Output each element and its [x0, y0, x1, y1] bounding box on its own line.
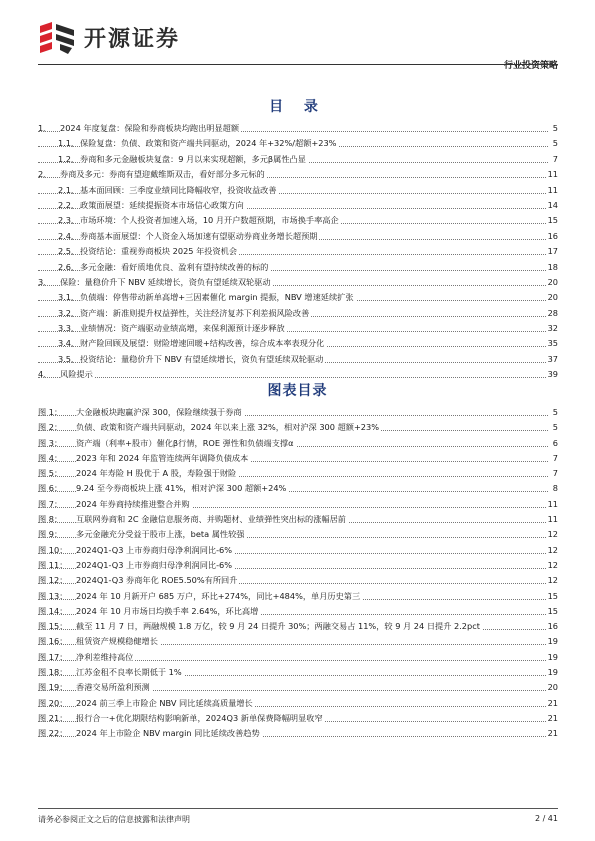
figure-entry[interactable] — [38, 558, 558, 573]
figure-entry-title: 资产端（利率+股市）催化β行情，ROE 弹性和负债端支撑α — [76, 436, 296, 451]
footer-divider — [38, 808, 558, 809]
toc-entry[interactable] — [38, 306, 558, 321]
page-header — [38, 20, 558, 71]
toc-entry-number: 2.5、 — [58, 246, 80, 257]
figure-entry-number: 图 8： — [38, 514, 63, 525]
toc-entry-title: 投资结论：重视券商板块 2025 年投资机会 — [80, 244, 239, 259]
figure-entry-title: 2024 年 10 月新开户 685 万户，环比+274%，同比+484%，单月历史第三 — [76, 589, 362, 604]
toc-entry[interactable] — [38, 321, 558, 336]
toc-entry-page: 20 — [546, 275, 558, 290]
figure-entry-title: 2024Q1-Q3 券商年化 ROE5.50%有所回升 — [76, 573, 239, 588]
figure-entry-page: 11 — [546, 512, 558, 527]
toc-entry-title: 投资结论：量稳价升下 NBV 有望延续增长，资负有望延续双轮驱动 — [80, 352, 325, 367]
header-divider — [38, 64, 558, 65]
toc-entry-title: 保险复盘：负债、政策和资产端共同驱动，2024 年+32%/超额+23% — [80, 136, 338, 151]
figure-entry-number: 图 14： — [38, 605, 68, 616]
figure-entry-number: 图 3： — [38, 437, 63, 448]
figure-entry-title: 2024 年寿险 H 股优于 A 股，寿险强于财险 — [76, 466, 238, 481]
toc-entry[interactable] — [38, 198, 558, 213]
toc-entry-page: 15 — [546, 213, 558, 228]
toc-entry-number: 3.2、 — [58, 307, 80, 318]
toc-entry-page: 11 — [546, 183, 558, 198]
figure-entry-number: 图 20： — [38, 697, 68, 708]
figure-entry-number: 图 1： — [38, 407, 63, 417]
toc-entry-number: 1.2、 — [58, 153, 80, 164]
figure-entry-number: 图 5： — [38, 468, 63, 479]
figure-entry[interactable] — [38, 634, 558, 649]
figure-entry-number: 图 10： — [38, 544, 68, 555]
figure-entry[interactable] — [38, 619, 558, 634]
figure-entry[interactable] — [38, 466, 558, 481]
toc-entry-page: 28 — [546, 306, 558, 321]
figure-entry[interactable] — [38, 680, 558, 695]
figure-entry[interactable] — [38, 481, 558, 496]
figure-entry-title: 江苏金租不良率长期低于 1% — [76, 665, 184, 680]
figure-entry-page: 7 — [551, 451, 558, 466]
toc-entry-page: 16 — [546, 229, 558, 244]
toc-entry[interactable] — [38, 290, 558, 305]
toc-entry[interactable] — [38, 336, 558, 351]
figure-entry-page: 12 — [546, 558, 558, 573]
toc-entry-number: 3.5、 — [58, 353, 80, 364]
toc-entry-title: 券商基本面展望：个人资金入场加速有望驱动券商业务增长超预期 — [80, 229, 319, 244]
figure-entry-number: 图 13： — [38, 590, 68, 601]
figure-entry-page: 5 — [551, 420, 558, 435]
figure-entry[interactable] — [38, 573, 558, 588]
figure-entry-number: 图 12： — [38, 575, 68, 586]
figure-entry-number: 图 16： — [38, 636, 68, 647]
page-number: 2 / 41 — [534, 814, 558, 823]
figure-entry-page: 11 — [546, 497, 558, 512]
figure-entry-number: 图 21： — [38, 712, 68, 723]
figure-entry-page: 19 — [546, 634, 558, 649]
figure-entry[interactable] — [38, 604, 558, 619]
figure-entry-title: 互联网券商和 2C 金融信息服务商、并购题材、业绩弹性突出标的涨幅居前 — [76, 512, 348, 527]
toc-entry-page: 11 — [546, 167, 558, 182]
toc-entry-title: 基本面回顾：三季度业绩同比降幅收窄，投资收益改善 — [80, 183, 279, 198]
toc-entry[interactable] — [38, 260, 558, 275]
figure-entry[interactable] — [38, 451, 558, 466]
figure-entry-number: 图 7： — [38, 498, 63, 509]
toc-title: 目 录 — [269, 99, 326, 115]
figure-entry-title: 香港交易所盈利预测 — [76, 680, 152, 695]
figure-entry[interactable] — [38, 696, 558, 711]
toc-entry[interactable] — [38, 229, 558, 244]
figure-entry[interactable] — [38, 497, 558, 512]
figure-entry-title: 多元金融充分受益于股市上涨，beta 属性较强 — [76, 527, 246, 542]
toc-entry[interactable] — [38, 136, 558, 151]
figure-entry-number: 图 6： — [38, 483, 63, 494]
brand-name: 开源证券 — [84, 27, 181, 52]
toc-entry-title: 资产端：新准则提升权益弹性，关注经济复苏下利差损风险改善 — [80, 306, 311, 321]
figure-entry-title: 净利差维持高位 — [76, 650, 135, 665]
figure-entry[interactable] — [38, 650, 558, 665]
figure-entry[interactable] — [38, 436, 558, 451]
figure-entry-page: 6 — [551, 436, 558, 451]
figure-entry-number: 图 22： — [38, 728, 68, 739]
toc-entry-title: 财产险回顾及展望：财险增速回暖+结构改善，综合成本率表现分化 — [80, 336, 326, 351]
toc-entry-number: 2.2、 — [58, 199, 80, 210]
toc-entry-page: 17 — [546, 244, 558, 259]
toc-entry-title: 市场环境：个人投资者加速入场，10 月开户数超预期，市场换手率高企 — [80, 213, 341, 228]
toc-entry[interactable] — [38, 213, 558, 228]
toc-entry-number: 3.1、 — [58, 292, 80, 303]
figure-entry-page: 7 — [551, 466, 558, 481]
toc-entry-title: 负债端：停售带动新单高增+三因素催化 margin 提振，NBV 增速延续扩张 — [80, 290, 356, 305]
toc-entry-number: 3、 — [38, 276, 52, 287]
toc-entry-title: 保险：量稳价升下 NBV 延续增长，资负有望延续双轮驱动 — [60, 275, 273, 290]
toc-entry-title: 业绩情况：资产端驱动业绩高增，来保利源预计逐步释放 — [80, 321, 287, 336]
toc-entry[interactable] — [38, 275, 558, 290]
figure-entry-page: 19 — [546, 665, 558, 680]
figures-title: 图表目录 — [267, 383, 328, 399]
figure-entry-page: 19 — [546, 650, 558, 665]
figure-entry-page: 21 — [546, 711, 558, 726]
figure-entry-title: 租赁资产规模稳健增长 — [76, 634, 160, 649]
figure-entry-page: 20 — [546, 680, 558, 695]
toc-entry[interactable] — [38, 183, 558, 198]
figure-entry-title: 截至 11 月 7 日，两融规模 1.8 万亿，较 9 月 24 日提升 30%；两融交易占 11%，较 9 月 24 日提升 2.2pct — [76, 619, 482, 634]
toc-entry-title: 多元金融：看好质地优良、盈利有望持续改善的标的 — [80, 260, 270, 275]
figure-entry-title: 2024 年上市险企 NBV margin 同比延续改善趋势 — [76, 726, 262, 741]
figure-entry[interactable] — [38, 665, 558, 680]
figure-entry[interactable] — [38, 405, 558, 420]
toc-entry[interactable] — [38, 244, 558, 259]
figure-entry-number: 图 11： — [38, 559, 68, 570]
figure-entry-number: 图 4： — [38, 452, 63, 463]
figure-entry-title: 2024 年 10 月市场日均换手率 2.64%，环比高增 — [76, 604, 260, 619]
figure-entry[interactable] — [38, 543, 558, 558]
figure-entry-page: 15 — [546, 589, 558, 604]
toc-entry-page: 20 — [546, 290, 558, 305]
figure-entry-title: 2024Q1-Q3 上市券商归母净利润同比-6% — [76, 543, 234, 558]
figure-entry-page: 8 — [551, 481, 558, 496]
toc-entry-page: 32 — [546, 321, 558, 336]
figure-entry-page: 15 — [546, 604, 558, 619]
toc-entry-title: 政策面展望：延续提振资本市场信心政策方向 — [80, 198, 246, 213]
figure-entry-page: 12 — [546, 543, 558, 558]
toc-entry-number: 2.3、 — [58, 215, 80, 226]
figure-entry-title: 2024Q1-Q3 上市券商归母净利润同比-6% — [76, 558, 234, 573]
toc-dot-leader — [38, 377, 548, 378]
toc-entry-title: 券商和多元金融板块复盘：9 月以来实现超额，多元β属性凸显 — [80, 152, 308, 167]
figure-entry-title: 大金融板块跑赢沪深 300，保险继续强于券商 — [76, 405, 244, 420]
toc-entry-title: 2024 年度复盘：保险和券商板块均跑出明显超额 — [60, 121, 241, 136]
toc-entry-number: 1、 — [38, 123, 52, 133]
figure-entry-page: 21 — [546, 696, 558, 711]
figure-entry-number: 图 17： — [38, 651, 68, 662]
figure-entry-number: 图 19： — [38, 682, 68, 693]
figure-entry-page: 16 — [546, 619, 558, 634]
figure-entry-title: 负债、政策和资产端共同驱动，2024 年以来上涨 32%，相对沪深 300 超额+23% — [76, 420, 381, 435]
toc-entry-page: 35 — [546, 336, 558, 351]
toc-entry-number: 2.4、 — [58, 230, 80, 241]
toc-entry-title: 券商及多元：券商有望迎戴维斯双击，看好部分多元标的 — [60, 167, 267, 182]
figure-entry[interactable] — [38, 420, 558, 435]
toc-entry-number: 2.6、 — [58, 261, 80, 272]
toc-entry[interactable] — [38, 121, 558, 136]
toc-entry-number: 3.3、 — [58, 323, 80, 334]
toc-entry-number: 2.1、 — [58, 184, 80, 195]
figure-entry[interactable] — [38, 527, 558, 542]
figure-entry[interactable] — [38, 589, 558, 604]
toc-entry-page: 14 — [546, 198, 558, 213]
toc-entry[interactable] — [38, 152, 558, 167]
figure-entry-number: 图 15： — [38, 621, 68, 632]
toc-entry[interactable] — [38, 352, 558, 367]
toc-entry-page: 5 — [551, 121, 558, 136]
figure-entry-title: 2024 年券商持续推进整合并购 — [76, 497, 192, 512]
figure-entry-title: 2023 年和 2024 年监管连续两年调降负债成本 — [76, 451, 250, 466]
toc-entry-number: 1.1、 — [58, 138, 80, 149]
toc-entry-title: 风险提示 — [60, 367, 95, 382]
figure-entry[interactable] — [38, 711, 558, 726]
toc-entry-page: 5 — [551, 136, 558, 151]
footer-disclaimer: 请务必参阅正文之后的信息披露和法律声明 — [38, 815, 190, 824]
figure-entry-page: 5 — [551, 405, 558, 420]
toc-entry-number: 4、 — [38, 369, 52, 380]
list-of-figures — [38, 405, 558, 742]
kaiyuan-logo-icon — [38, 20, 78, 56]
toc-entry-number: 2、 — [38, 169, 52, 180]
report-type: 行业投资策略 — [503, 61, 558, 71]
figure-entry[interactable] — [38, 726, 558, 741]
figure-entry-title: 2024 前三季上市险企 NBV 同比延续高质量增长 — [76, 696, 255, 711]
figure-entry-number: 图 18： — [38, 667, 68, 678]
figure-entry-page: 21 — [546, 726, 558, 741]
figure-entry-number: 图 9： — [38, 529, 63, 540]
figure-entry-title: 报行合一+优化期限结构影响新单，2024Q3 新单保费降幅明显收窄 — [76, 711, 325, 726]
toc-entry-page: 37 — [546, 352, 558, 367]
toc-entry-number: 3.4、 — [58, 338, 80, 349]
figure-entry-page: 12 — [546, 573, 558, 588]
figure-entry-number: 图 2： — [38, 422, 63, 433]
figure-entry[interactable] — [38, 512, 558, 527]
toc-entry-page: 7 — [551, 152, 558, 167]
toc-entry-page: 39 — [546, 367, 558, 382]
toc-entry-page: 18 — [546, 260, 558, 275]
table-of-contents — [38, 121, 558, 383]
toc-entry[interactable] — [38, 167, 558, 182]
figure-entry-title: 9.24 至今券商板块上涨 41%，相对沪深 300 超额+24% — [76, 481, 288, 496]
figure-entry-page: 12 — [546, 527, 558, 542]
